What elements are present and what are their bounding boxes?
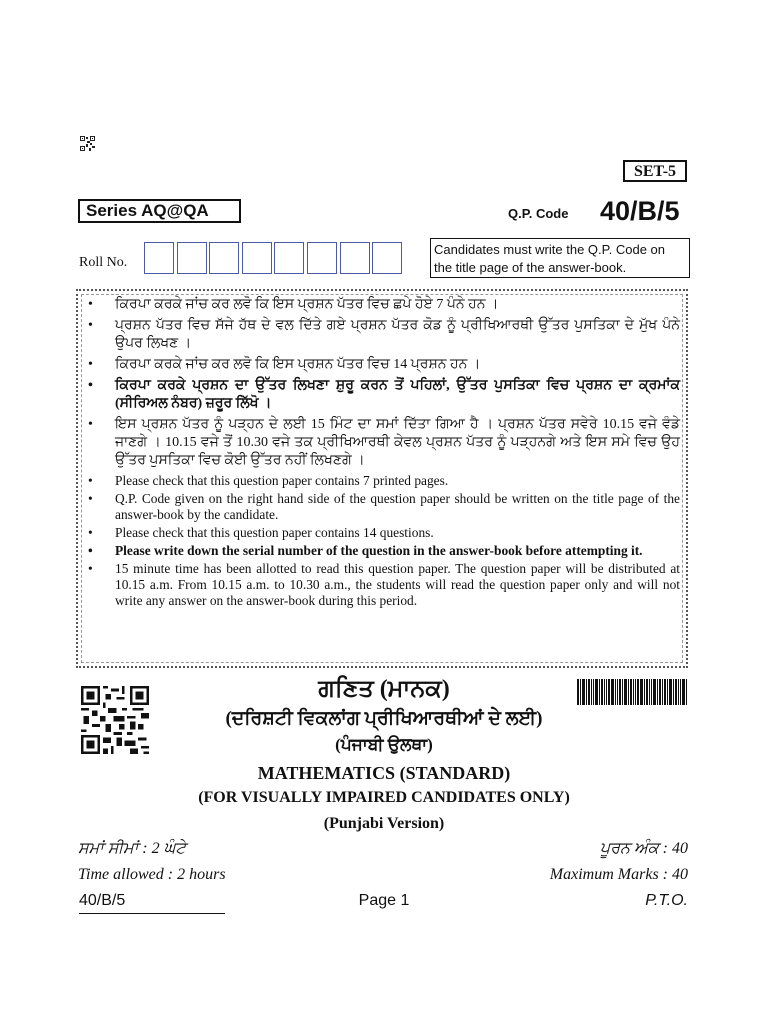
instruction-item: • ਕਿਰਪਾ ਕਰਕੇ ਪ੍ਰਸ਼ਨ ਦਾ ਉੱਤਰ ਲਿਖਣਾ ਸ਼ੁਰੂ ਕਰਨ ਤੋਂ ਪਹਿਲਾਂ, ਉੱਤਰ ਪੁਸਤਿਕਾ ਵਿਚ ਪ੍ਰਸ਼ਨ ਦਾ ਕ੍ਰਮਾਂਕ (ਸੀਰਿਅਲ ਨੰਬਰ) ਜ਼ਰੂਰ ਲਿੱਖੋ । <box>88 378 680 411</box>
candidates-note-box: Candidates must write the Q.P. Code on the title page of the answer-book. <box>430 238 690 278</box>
version-punjabi: (ਪੰਜਾਬੀ ਉਲਥਾ) <box>335 735 433 754</box>
subject-title-english: MATHEMATICS (STANDARD) <box>257 763 511 783</box>
bullet-icon: • <box>88 318 93 333</box>
bullet-icon: • <box>88 297 93 312</box>
footer-code: 40/B/5 <box>79 892 126 909</box>
version-english: (Punjabi Version) <box>323 815 445 832</box>
roll-digit-box <box>307 242 337 274</box>
roll-digit-box <box>177 242 207 274</box>
roll-digit-box <box>340 242 370 274</box>
roll-digit-box <box>372 242 402 274</box>
qr-code-icon <box>81 686 149 754</box>
subject-title-punjabi: ਗਣਿਤ (ਮਾਨਕ) <box>318 676 450 702</box>
bullet-icon: • <box>88 543 93 558</box>
roll-digit-box <box>274 242 304 274</box>
bullet-icon: • <box>88 525 93 540</box>
instruction-item: • Please check that this question paper contains 14 questions. <box>88 525 434 540</box>
bullet-icon: • <box>88 357 93 372</box>
series-box: Series AQ@QA <box>78 199 241 223</box>
roll-digit-box <box>242 242 272 274</box>
footer-divider <box>79 913 225 914</box>
instruction-item: • Please check that this question paper contains 7 printed pages. <box>88 473 449 488</box>
footer-page-number: Page 1 <box>358 892 410 909</box>
instruction-item: • ਕਿਰਪਾ ਕਰਕੇ ਜਾਂਚ ਕਰ ਲਵੋ ਕਿ ਇਸ ਪ੍ਰਸ਼ਨ ਪੱਤਰ ਵਿਚ 14 ਪ੍ਰਸ਼ਨ ਹਨ । <box>88 357 481 372</box>
footer-pto: P.T.O. <box>645 892 688 909</box>
instruction-item: • Please write down the serial number of the question in the answer-book before attempting it. <box>88 543 643 558</box>
instruction-item: • ਪ੍ਰਸ਼ਨ ਪੱਤਰ ਵਿਚ ਸੱਜੇ ਹੱਥ ਦੇ ਵਲ ਦਿੱਤੇ ਗਏ ਪ੍ਰਸ਼ਨ ਪੱਤਰ ਕੋਡ ਨੂੰ ਪ੍ਰੀਖਿਆਰਥੀ ਉੱਤਰ ਪੁਸਤਿਕਾ ਦੇ ਮੁੱਖ ਪੰਨੇ ਉਪਰ ਲਿਖਣ । <box>88 318 680 351</box>
time-allowed-punjabi: ਸਮਾਂ ਸੀਮਾਂ : 2 ਘੰਟੇ <box>78 840 186 857</box>
bullet-icon: • <box>88 473 93 488</box>
set-number-box: SET-5 <box>623 160 687 182</box>
barcode-icon <box>577 679 687 705</box>
roll-number-label: Roll No. <box>79 255 128 270</box>
instruction-item: • ਕਿਰਪਾ ਕਰਕੇ ਜਾਂਚ ਕਰ ਲਵੋ ਕਿ ਇਸ ਪ੍ਰਸ਼ਨ ਪੱਤਰ ਵਿਚ ਛਪੇ ਹੋਏ 7 ਪੰਨੇ ਹਨ । <box>88 297 499 312</box>
qp-code: 40/B/5 <box>600 196 680 226</box>
instruction-item: • Q.P. Code given on the right hand side of the question paper should be written on the title page of the answer-book by the candidate. <box>88 491 680 522</box>
roll-digit-box <box>209 242 239 274</box>
bullet-icon: • <box>88 417 93 432</box>
bullet-icon: • <box>88 378 93 393</box>
bullet-icon: • <box>88 561 93 576</box>
maximum-marks-english: Maximum Marks : 40 <box>549 866 688 883</box>
small-qr-code-icon <box>80 136 95 151</box>
qp-code-label: Q.P. Code <box>508 206 569 221</box>
subject-subtitle-punjabi: (ਦਰਿਸ਼ਟੀ ਵਿਕਲਾਂਗ ਪ੍ਰੀਖਿਆਰਥੀਆਂ ਦੇ ਲਈ) <box>225 708 543 729</box>
instruction-item: • 15 minute time has been allotted to read this question paper. The question paper will be distributed at 10.15 a.m. From 10.15 a.m. to 10.30 a.m., the students will read the question paper only and will not write any answer on the answer-book during this period. <box>88 561 680 608</box>
bullet-icon: • <box>88 491 93 506</box>
maximum-marks-punjabi: ਪੂਰਨ ਅੰਕ : 40 <box>599 840 688 857</box>
instruction-item: • ਇਸ ਪ੍ਰਸ਼ਨ ਪੱਤਰ ਨੂੰ ਪੜ੍ਹਨ ਦੇ ਲਈ 15 ਮਿੰਟ ਦਾ ਸਮਾਂ ਦਿੱਤਾ ਗਿਆ ਹੈ । ਪ੍ਰਸ਼ਨ ਪੱਤਰ ਸਵੇਰੇ 10.15 ਵਜੇ ਵੰਡੇ ਜਾਣਗੇ । 10.15 ਵਜੇ ਤੋਂ 10.30 ਵਜੇ ਤਕ ਪ੍ਰੀਖਿਆਰਥੀ ਕੇਵਲ ਪ੍ਰਸ਼ਨ ਪੱਤਰ ਨੂੰ ਪੜ੍ਹਨਗੇ ਅਤੇ ਇਸ ਸਮੇ ਵਿਚ ਉਹ ਉੱਤਰ ਪੁਸਤਿਕਾ ਵਿਚ ਕੋਈ ਉੱਤਰ ਨਹੀਂ ਲਿਖਣਗੇ । <box>88 417 680 468</box>
instructions-list <box>88 296 680 611</box>
subject-subtitle-english: (FOR VISUALLY IMPAIRED CANDIDATES ONLY) <box>198 789 570 806</box>
roll-digit-box <box>144 242 174 274</box>
time-allowed-english: Time allowed : 2 hours <box>78 866 226 883</box>
roll-number-boxes <box>144 242 405 274</box>
